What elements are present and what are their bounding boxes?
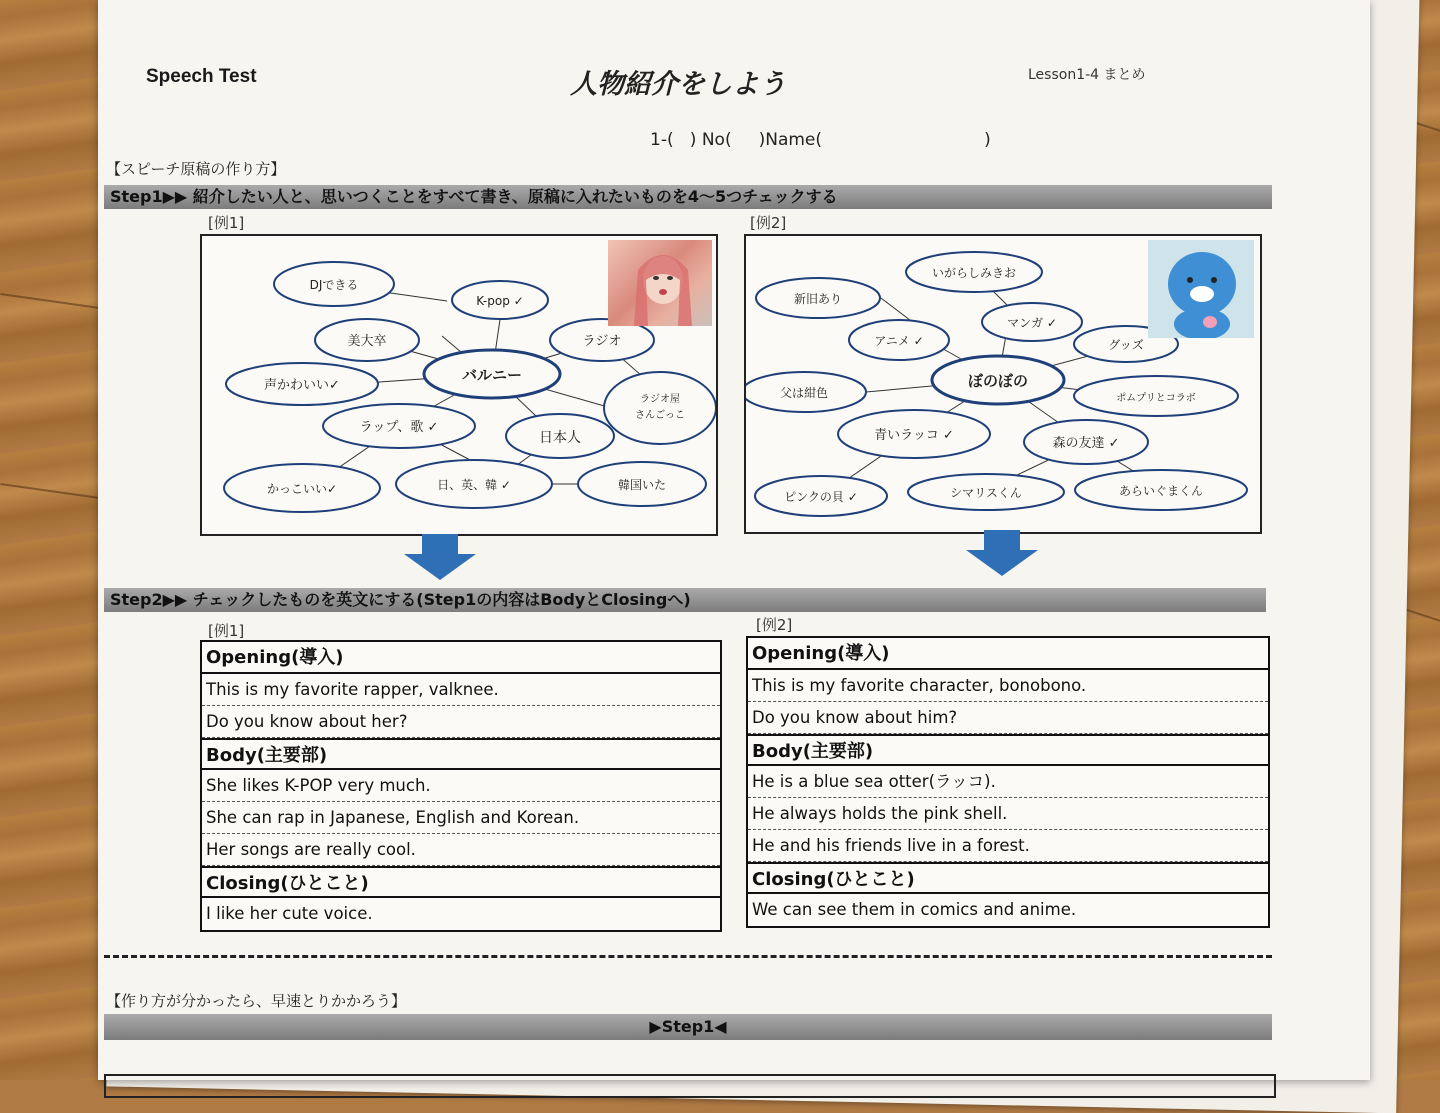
step1-bottom-bar: ▶Step1◀ (104, 1014, 1272, 1040)
table-row[interactable]: She likes K-POP very much. (202, 770, 720, 802)
map1-node: 韓国いた (617, 478, 667, 492)
map2-node: いがらしみきお (931, 266, 1017, 280)
speech-table-2 (746, 636, 1270, 928)
speech-test-label: Speech Test (146, 66, 257, 87)
map2-node: グッズ (1108, 338, 1144, 352)
map1-node: 声かわいい✓ (264, 378, 340, 393)
map1-node: ラジオ (582, 334, 622, 349)
opening-heading: Opening(導入) (202, 642, 720, 674)
map2-node: アニメ ✓ (874, 334, 924, 348)
map2-node: 青いラッコ ✓ (874, 428, 954, 443)
mind-map-2 (744, 234, 1262, 534)
table-row[interactable]: I like her cute voice. (206, 904, 373, 923)
map2-node: 森の友達 ✓ (1052, 436, 1120, 451)
table-row[interactable]: He is a blue sea otter(ラッコ). (748, 766, 1268, 798)
table-row[interactable]: We can see them in comics and anime. (752, 900, 1077, 919)
speech-table-1 (200, 640, 722, 932)
table-row[interactable]: He and his friends live in a forest. (748, 830, 1268, 862)
character-illustration (1148, 240, 1254, 338)
closing-heading: Closing(ひとこと) (748, 862, 1268, 894)
body-heading: Body(主要部) (202, 738, 720, 770)
table-row[interactable]: This is my favorite character, bonobono. (748, 670, 1268, 702)
example2-label-step2: [例2] (756, 616, 793, 634)
map1-node: DJできる (309, 278, 359, 292)
mind-map-1 (200, 234, 718, 536)
character-illustration-svg (1148, 240, 1254, 338)
example1-label-step2: [例1] (208, 622, 245, 640)
down-arrow-2 (962, 530, 1042, 578)
step1-instruction-bar: Step1▶▶ 紹介したい人と、思いつくことをすべて書き、原稿に入れたいものを4～5つチェックする (104, 185, 1272, 209)
person-photo (608, 240, 712, 326)
map2-center: ぼのぼの (967, 372, 1029, 390)
map2-node: あらいぐまくん (1118, 484, 1204, 498)
map1-node: K-pop ✓ (476, 294, 524, 308)
down-arrow-1 (400, 534, 480, 582)
step2-instruction-bar: Step2▶▶ チェックしたものを英文にする(Step1の内容はBodyとClosingへ) (104, 588, 1266, 612)
map1-node: 日、英、韓 ✓ (437, 478, 511, 492)
map1-node: かっこいい✓ (266, 482, 338, 496)
start-note: 【作り方が分かったら、早速とりかかろう】 (106, 992, 407, 1010)
map1-node: ラジオ屋 (640, 394, 680, 405)
body-heading: Body(主要部) (748, 734, 1268, 766)
map2-node: ピンクの貝 ✓ (784, 490, 858, 504)
table-row[interactable]: Her songs are really cool. (202, 834, 720, 866)
map2-node: 父は紺色 (779, 386, 829, 400)
map2-node: シマリスくん (950, 486, 1022, 500)
closing-heading: Closing(ひとこと) (202, 866, 720, 898)
example1-label: [例1] (208, 214, 245, 232)
table-row[interactable]: He always holds the pink shell. (748, 798, 1268, 830)
name-field-line[interactable]: 1-( ) No( )Name( ) (650, 130, 991, 150)
map1-node: 日本人 (539, 430, 581, 446)
table-row[interactable]: This is my favorite rapper, valknee. (202, 674, 720, 706)
example2-label: [例2] (750, 214, 787, 232)
section-note: 【スピーチ原稿の作り方】 (106, 160, 286, 178)
map1-node: ラップ、歌 ✓ (359, 420, 439, 435)
lesson-label: Lesson1-4 まとめ (1028, 67, 1146, 83)
opening-heading: Opening(導入) (748, 638, 1268, 670)
person-photo-svg (608, 240, 712, 326)
table-row[interactable]: Do you know about her? (202, 706, 720, 738)
map1-node: さんごっこ (635, 410, 685, 421)
table-row[interactable]: She can rap in Japanese, English and Korean. (202, 802, 720, 834)
map2-node: ポムプリとコラボ (1116, 393, 1196, 404)
page-title: 人物紹介をしよう (570, 69, 786, 100)
map1-center: バルニー (461, 366, 523, 384)
map2-node: マンガ ✓ (1007, 316, 1057, 330)
writing-box[interactable] (104, 1074, 1276, 1098)
table-row[interactable]: Do you know about him? (748, 702, 1268, 734)
map1-node: 美大卒 (347, 334, 387, 349)
map2-node: 新旧あり (793, 292, 843, 306)
cut-line-divider (104, 955, 1272, 958)
